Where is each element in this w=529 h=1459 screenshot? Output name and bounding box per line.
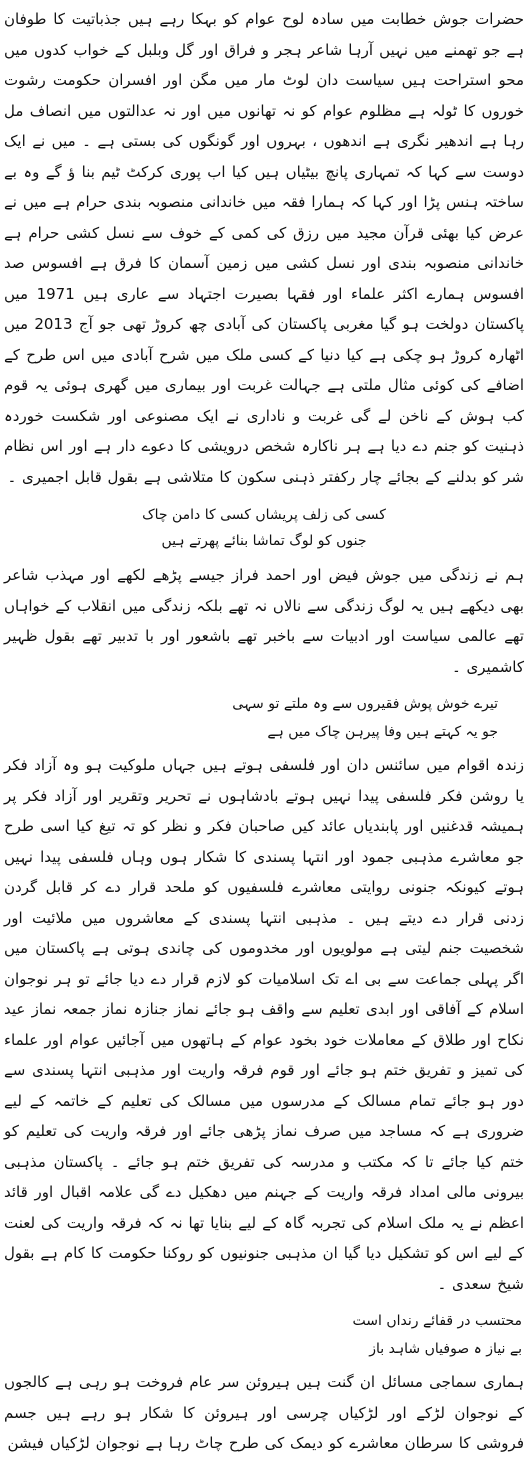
article-page <box>4 0 524 1452</box>
verse-1-line-2: جنوں کو لوگ تماشا بنائے پھرتے ہیں <box>161 533 367 549</box>
verse-2-line-1: تیرے خوش پوش فقیروں سے وہ ملتے تو سہی <box>232 696 498 712</box>
article-paragraph-2: ہم نے زندگی میں جوش فیض اور احمد فراز جیسے پڑھے لکھے اور مہذب شاعر بھی دیکھے ہیں یہ لوگ زندگی سے نالاں نہ تھے بلکہ زندگی میں انقلاب کے خواہاں تھے عالمی سیاست اور ادبیات سے باخبر تھے باشعور اور با تدبیر تھے بقول ظہیر کاشمیری ۔ <box>4 566 524 676</box>
article-paragraph-4: ہماری سماجی مسائل ان گنت ہیں ہیروئن سر عام فروخت ہو رہی ہے کالجوں کے نوجوان لڑکے اور لڑکیاں چرسی اور ہیروئن کا شکار ہو رہے ہیں جسم فروشی کا سرطان معاشرے کو دیمک کی طرح چاٹ رہا ہے نوجوان لڑکیاں فیشن <box>4 1373 524 1452</box>
verse-1-line-1: کسی کی زلف پریشاں کسی کا دامن چاک <box>142 507 386 523</box>
verse-3-line-1: محتسب در قفائے رنداں است <box>352 1313 522 1329</box>
article-paragraph-1: حضرات جوش خطابت میں سادہ لوح عوام کو بہکا رہے ہیں جذباتیت کا طوفان ہے جو تھمنے میں نہیں آرہا شاعر ہجر و فراق اور گل وبلبل کے خواب کدوں میں محو استراحت ہیں سیاست دان لوٹ مار میں مگن اور افسران حکومت رشوت خوروں کا ٹولہ ہے مظلوم عوام کو نہ تھانوں میں اور نہ عدالتوں میں انصاف مل رہا ہے اندھیر نگری ہے اندھوں ، بہروں اور گونگوں کی بستی ہے ۔ میں نے ایک دوست سے کہا کہ تمہاری پانچ بیٹیاں ہیں کیا اب پوری کرکٹ ٹیم بنا ؤ گے وہ بے ساختہ ہنس پڑا اور کہا کہ ہمارا فقہ میں خاندانی منصوبہ بندی حرام ہے میں نے عرض کیا بھئی قرآن مجید میں رزق کی کمی کے خوف سے نسل کشی حرام ہے خاندانی منصوبہ بندی اور نسل کشی میں زمین آسمان کا فرق ہے افسوس صد افسوس ہمارے اکثر علماء اور فقہا بصیرت اجتہاد سے عاری ہیں 1971 میں پاکستان دولخت ہو گیا مغربی پاکستان کی آبادی چھ کروڑ تھی جو آج 2013 میں اٹھارہ کروڑ ہو چکی ہے کیا دنیا کے کسی ملک میں شرح آبادی میں اس طرح کے اضافے کی کوئی مثال ملتی ہے جہالت غربت اور بیماری میں گھری ہوئی یہ قوم کب ہوش کے ناخن لے گی غربت و ناداری نے ایک مصنوعی اور شکست خوردہ ذہنیت کو جنم دے دیا ہے ہر ناکارہ شخص درویشی کا دعوے دار ہے اور اس نظام شر کو بدلنے کے بجائے چار رکفتر ذہنی سکون کا متلاشی ہے بقول قابل اجمیری ۔ <box>4 10 524 486</box>
verse-3-line-2: بے نیاز ہ صوفیاں شاہد باز <box>369 1341 522 1357</box>
verse-2-line-2: جو یہ کہتے ہیں وفا پیرہن چاک میں ہے <box>267 724 498 740</box>
article-paragraph-3: زندہ اقوام میں سائنس دان اور فلسفی ہوتے ہیں جہاں ملوکیت ہو وہ آزاد فکر یا روشن فکر فلسفی پیدا نہیں ہوتے بادشاہوں نے تحریر وتقریر اور آزاد فکر پر ہمیشہ قدغنیں اور پابندیاں عائد کیں صاحبان فکر و نظر کو تہ تیغ کیا اسی طرح جو معاشرے مذہبی جمود اور انتہا پسندی کا شکار ہوں وہاں فلسفی پیدا نہیں ہوتے کیونکہ جنونی روایتی معاشرے فلسفیوں کو ملحد قرار دے کر قابل گردن زدنی قرار دے دیتے ہیں ۔ مذہبی انتہا پسندی کے معاشروں میں ملائیت اور شخصیت جنم لیتی ہے مولویوں اور مخدوموں کی چاندی ہوتی ہے پاکستان میں اگر پہلی جماعت سے بی اے تک اسلامیات کو لازم قرار دے دیا جائے تو ہر نوجوان اسلام کے آفاقی اور ابدی تعلیم سے واقف ہو جائے نماز جنازہ نماز جمعہ نماز عید نکاح اور طلاق کے معاملات خود بخود عوام کے ہاتھوں میں آجائیں عوام اور علماء کی تمیز و تفریق ختم ہو جائے اور قوم فرقہ واریت اور مذہبی انتہا پسندی سے دور ہو جائے تمام مسالک کے مدرسوں میں مسالک کی تعلیم کے خاتمہ کے لیے ضروری ہے کہ مساجد میں صرف نماز پڑھی جائے اور فرقہ واریت کی تعلیم کو ختم کیا جائے تا کہ مکتب و مدرسہ کی تفریق ختم ہو جائے ۔ پاکستان مذہبی بیرونی مالی امداد فرقہ واریت کے جہنم میں دھکیل دے گی علامہ اقبال اور قائد اعظم نے یہ ملک اسلام کی تجربہ گاہ کے لیے بنایا تھا نہ کہ فرقہ واریت کی لعنت کے لیے اس کو تشکیل دیا گیا ان مذہبی جنونیوں کو روکنا حکومت کا کام ہے بقول شیخ سعدی ۔ <box>4 756 524 1293</box>
